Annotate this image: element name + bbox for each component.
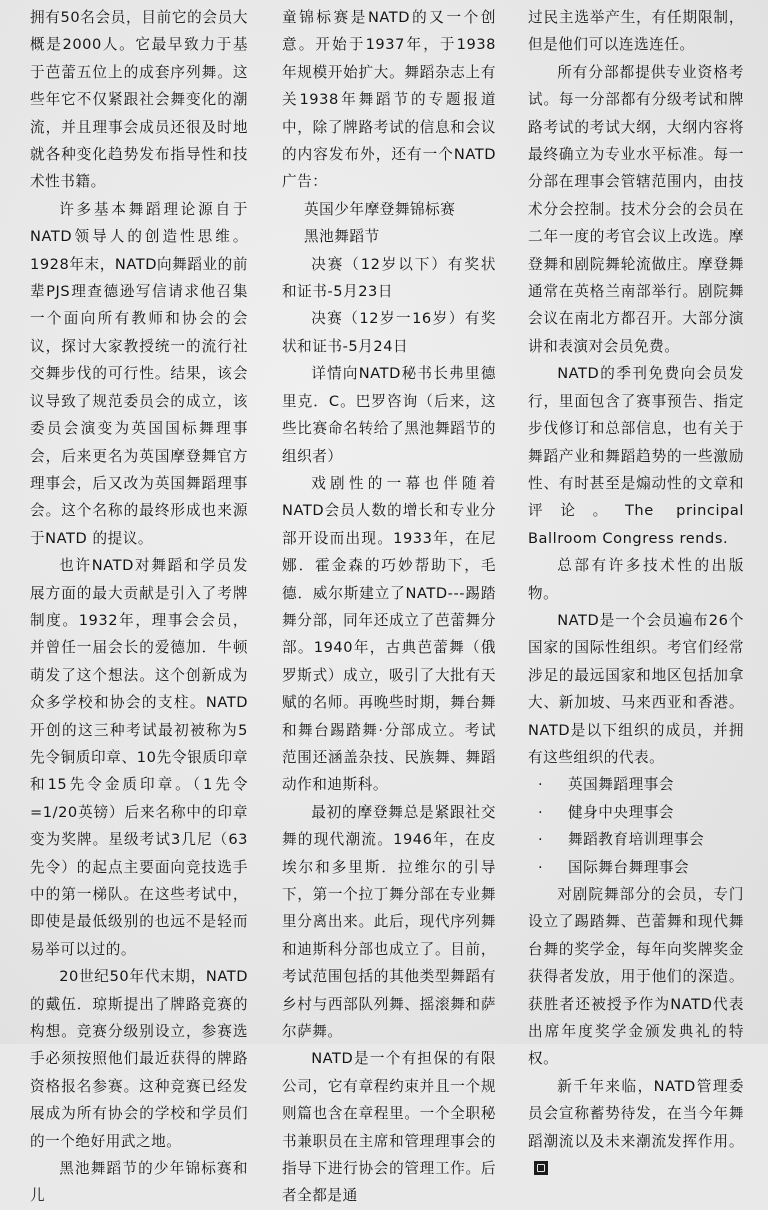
paragraph: 童锦标赛是NATD的又一个创意。开始于1937年，于1938年规模开始扩大。舞蹈杂志上有关1938年舞蹈节的专题报道中，除了牌路考试的信息和会议的内容发布外，还有一个NATD广告：	[282, 9, 496, 191]
paragraph: 所有分部都提供专业资格考试。每一分部都有分级考试和牌路考试的考试大纲，大纲内容将最终确立为专业水平标准。每一分部在理事会管辖范围内，由技术分会控制。技术分会的会员在二年一度的考官会议上改选。摩登舞和剧院舞轮流做庄。摩登舞通常在英格兰南部举行。剧院舞会议在南北方都召开。大部分演讲和表演对会员免费。	[528, 63, 744, 355]
end-of-article-icon	[534, 1161, 548, 1175]
paragraph: NATD是一个会员遍布26个国家的国际性组织。考官们经常涉足的最远国家和地区包括加拿大、新加坡、马来西亚和香港。NATD是以下组织的成员，并拥有这些组织的代表。	[528, 611, 744, 766]
list-item: · 舞蹈教育培训理事会	[538, 831, 705, 849]
list-item: · 健身中央理事会	[538, 803, 675, 821]
paragraph: 20世纪50年代末期，NATD的戴伍．琼斯提出了牌路竞赛的构想。竞赛分级别设立，参赛选手必须按照他们最近获得的牌路资格报名参赛。这种竞赛已经发展成为所有协会的学校和学员们的一个绝好用武之地。	[30, 968, 248, 1150]
advert-venue: 黑池舞蹈节	[304, 228, 380, 246]
text-column-right	[528, 4, 744, 1150]
advert-title: 英国少年摩登舞锦标赛	[304, 200, 456, 218]
paragraph: 过民主选举产生，有任期限制，但是他们可以连选连任。	[528, 9, 744, 54]
paragraph: 拥有50名会员，目前它的会员大概是2000人。它最早致力于基于芭蕾五位上的成套序列舞。这些年它不仅紧跟社会舞变化的潮流，并且理事会成员还很及时地就各种变化趋势发布指导性和技术性书籍。	[30, 9, 248, 191]
paragraph-final: 新千年来临，NATD管理委员会宣称蓄势待发，在当今年舞蹈潮流以及未来潮流发挥作用。	[528, 1073, 744, 1183]
text-column-left	[30, 4, 248, 1205]
paragraph: 最初的摩登舞总是紧跟社交舞的现代潮流。1946年，在皮埃尔和多里斯．拉维尔的引导下，第一个拉丁舞分部在专业舞里分离出来。此后，现代序列舞和迪斯科分部也成立了。目前，考试范围包括的其他类型舞蹈有乡村与西部队列舞、摇滚舞和萨尔萨舞。	[282, 803, 496, 1041]
list-item: · 英国舞蹈理事会	[538, 776, 675, 794]
member-organization-list	[528, 771, 744, 881]
advert-final-under12: 决赛（12岁以下）有奖状和证书-5月23日	[282, 255, 496, 301]
paragraph: 戏剧性的一幕也伴随着NATD会员人数的增长和专业分部开设而出现。1933年，在尼娜．霍金森的巧妙帮助下，毛德．威尔斯建立了NATD---踢踏舞分部，同年还成立了芭蕾舞分部。1940年，古典芭蕾舞（俄罗斯式）成立，吸引了大批有天赋的名师。再晚些时期，舞台舞和舞台踢踏舞·分部成立。考试范围还涵盖杂技、民族舞、舞蹈动作和迪斯科。	[282, 474, 496, 794]
text-column-middle	[282, 4, 496, 1205]
paragraph: 对剧院舞部分的会员，专门设立了踢踏舞、芭蕾舞和现代舞台舞的奖学金，每年向奖牌奖金获得者发放，用于他们的深造。获胜者还被授予作为NATD代表出席年度奖学金颁发典礼的特权。	[528, 886, 744, 1068]
paragraph: 黑池舞蹈节的少年锦标赛和儿	[30, 1160, 248, 1205]
paragraph: NATD是一个有担保的有限公司，它有章程约束并且一个规则篇也含在章程里。一个全职秘书兼职员在主席和管理理事会的指导下进行协会的管理工作。后者全都是通	[282, 1050, 496, 1205]
paragraph: 详情向NATD秘书长弗里德里克．C。巴罗咨询（后来，这些比赛命名转给了黑池舞蹈节的组织者）	[282, 365, 496, 465]
paragraph: 许多基本舞蹈理论源自于NATD领导人的创造性思维。1928年末，NATD向舞蹈业的前辈PJS理查德逊写信请求他召集一个面向所有教师和协会的会议，探讨大家教授统一的流行社交舞步伐的可行性。结果，该会议导致了规范委员会的成立，该委员会演变为英国国标舞理事会，后来更名为英国摩登舞官方理事会，后又改为英国舞蹈理事会。这个名称的最终形成也来源于NATD 的提议。	[30, 200, 248, 547]
paragraph: NATD的季刊免费向会员发行，里面包含了赛事预告、指定步伐修订和总部信息，也有关于舞蹈产业和舞蹈趋势的一些激励性、有时甚至是煽动性的文章和评论。The principal Ballroom Congress rends.	[528, 365, 744, 547]
paragraph: 总部有许多技术性的出版物。	[528, 557, 744, 602]
advert-final-12to16: 决赛（12岁一16岁）有奖状和证书-5月24日	[282, 310, 496, 355]
list-item: · 国际舞台舞理事会	[538, 858, 690, 876]
paragraph: 也许NATD对舞蹈和学员发展方面的最大贡献是引入了考牌制度。1932年，理事会会员，并曾任一届会长的爱德加．牛顿萌发了这个想法。这个创新成为众多学校和协会的支柱。NATD开创的这三种考试最初被称为5先令铜质印章、10先令银质印章和15先令金质印章。（1先令=1/20英镑）后来名称中的印章变为奖牌。星级考试3几尼（63先令）的起点主要面向竞技选手中的第一梯队。在这些考试中，即使是最低级别的也远不是轻而易举可以过的。	[30, 557, 248, 958]
